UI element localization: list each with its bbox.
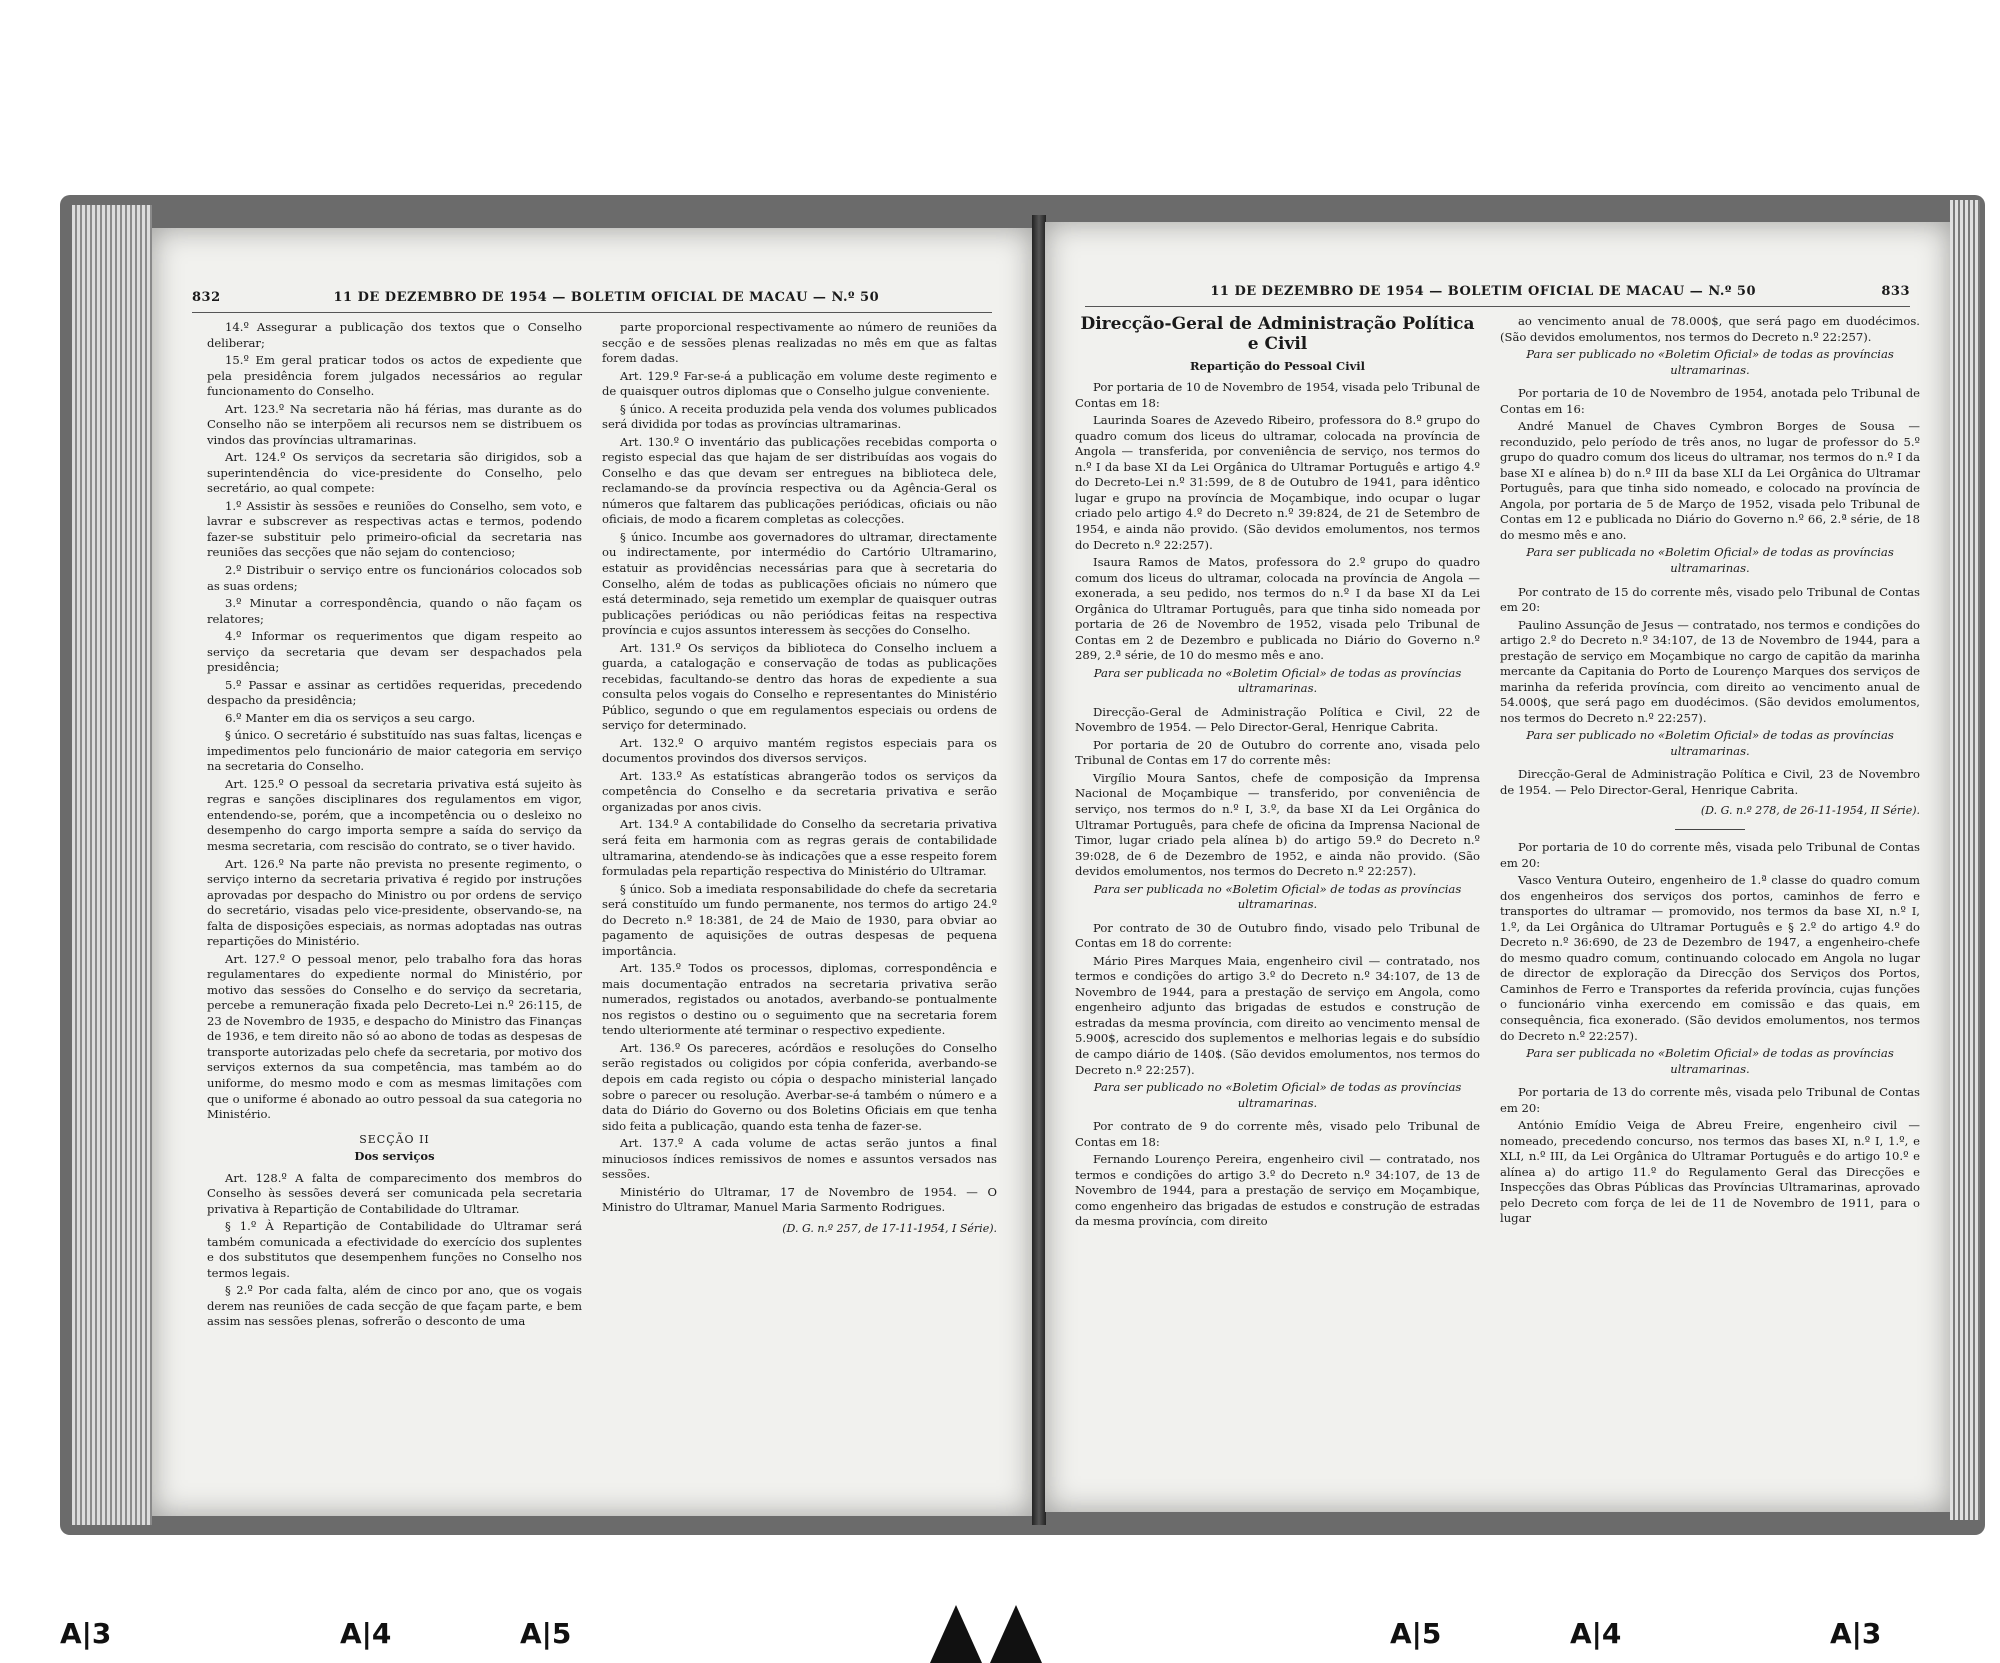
- paragraph: Art. 130.º O inventário das publicações recebidas comporta o registo especial das que hajam de ser distribuídas aos vogais do Conselho e das que devam ser entregues na biblioteca dele, reclamando-se da província respectiva ou da Agência-Geral os números que faltarem das publicações periódicas, oficiais ou não oficiais, de modo a ficarem completas as colecções.: [602, 434, 997, 527]
- paragraph: Isaura Ramos de Matos, professora do 2.º grupo do quadro comum dos liceus do ultramar, colocada na província de Angola — exonerada, a seu pedido, nos termos do n.º I da base XI da Lei Orgânica do Ultramar Português, para que tinha sido nomeada por portaria de 26 de Novembro de 1952, visada pelo Tribunal de Contas em 2 de Dezembro e publicada no Diário do Governo n.º 289, 2.ª série, de 10 do mesmo mês e ano.: [1075, 555, 1480, 663]
- right-page-header: [1085, 284, 1910, 307]
- left-page-header: [192, 290, 992, 313]
- paragraph: Art. 126.º Na parte não prevista no presente regimento, o serviço interno da secretaria privativa é regido por instruções aprovadas por despacho do Ministro ou por ordens de serviço do secretário, visadas pelo vice-presidente, observando-se, na falta de disposições especiais, as normas adoptadas nas outras repartições do Ministério.: [207, 856, 582, 949]
- paragraph: 2.º Distribuir o serviço entre os funcionários colocados sob as suas ordens;: [207, 562, 582, 593]
- paragraph: André Manuel de Chaves Cymbron Borges de Sousa — reconduzido, pelo período de três anos, no lugar de professor do 5.º grupo do quadro comum dos liceus do ultramar, nos termos do n.º I da base XI e alínea b) do n.º III da base XLI da Lei Orgânica do Ultramar Português, para que tinha sido nomeado, e colocado na província de Angola, por portaria de 5 de Março de 1952, visada pelo Tribunal de Contas em 12 e publicada no Diário do Governo n.º 66, 2.ª série, de 18 do mesmo mês e ano.: [1500, 419, 1920, 542]
- page-edges-right: [1950, 200, 1980, 1520]
- film-mark: A|5: [1390, 1617, 1442, 1650]
- paragraph: Por contrato de 9 do corrente mês, visado pelo Tribunal de Contas em 18:: [1075, 1119, 1480, 1149]
- right-column-1: [1075, 314, 1480, 1492]
- paragraph: Art. 127.º O pessoal menor, pelo trabalho fora das horas regulamentares do expediente normal do Ministério, por motivo das sessões do Conselho e do serviço da secretaria, percebe a remuneração fixada pelo Decreto-Lei n.º 26:115, de 23 de Novembro de 1935, e despacho do Ministro das Finanças de 1936, e tem direito não só ao abono de todas as despesas de transporte autorizadas pelo chefe da secretaria, por motivo dos serviços externos da sua competência, mas também ao do uniforme, do mesmo modo e com as mesmas limitações com que o uniforme é abonado ao outro pessoal da sua categoria no Ministério.: [207, 951, 582, 1122]
- right-page-number: 833: [1881, 284, 1910, 299]
- film-marks: [0, 1605, 2000, 1663]
- film-mark: A|5: [520, 1617, 572, 1650]
- section-label: SECÇÃO II: [359, 1132, 430, 1146]
- paragraph: Art. 136.º Os pareceres, acórdãos e resoluções do Conselho serão registados ou coligidos por cópia conferida, averbando-se depois em cada registo ou cópia o despacho ministerial lançado sobre o parecer ou resolução. Averbar-se-á também o número e a data do Diário do Governo ou dos Boletins Oficiais em que tenha sido feita a publicação, quando esta tenha de fazer-se.: [602, 1040, 997, 1133]
- film-mark: A|4: [340, 1617, 392, 1650]
- publication-note: Para ser publicada no «Boletim Oficial» de todas as províncias ultramarinas.: [1093, 665, 1462, 696]
- section-title: Dos serviços: [354, 1149, 435, 1164]
- paragraph: § único. Incumbe aos governadores do ultramar, directamente ou indirectamente, por intermédio do Cartório Ultramarino, estatuir as providências necessárias para que à secretaria do Conselho, além de todas as publicações oficiais no número que está determinado, seja remetido um exemplar de quaisquer outras publicações periódicas ou não periódicas feitas na respectiva província e cujos assuntos interessem às secções do Conselho.: [602, 529, 997, 638]
- paragraph: Por contrato de 30 de Outubro findo, visado pelo Tribunal de Contas em 18 do corrente:: [1075, 920, 1480, 951]
- paragraph: António Emídio Veiga de Abreu Freire, engenheiro civil — nomeado, precedendo concurso, nos termos das bases XI, n.º I, 1.º, e XLI, n.º III, da Lei Orgânica do Ultramar Português e do artigo 10.º e alínea a) do artigo 11.º do Regulamento Geral das Direcções e Inspecções das Obras Públicas das Províncias Ultramarinas, aprovado pelo Decreto com força de lei de 11 de Novembro de 1911, para o lugar: [1500, 1118, 1920, 1226]
- publication-note: Para ser publicada no «Boletim Oficial» de todas as províncias ultramarinas.: [1093, 881, 1462, 912]
- paragraph: Art. 135.º Todos os processos, diplomas, correspondência e mais documentação entrados na secretaria privativa serão numerados, registados ou anotados, averbando-se pontualmente nos registos o destino ou o seguimento que na secretaria forem tendo ulteriormente até terminar o respectivo expediente.: [602, 961, 997, 1038]
- left-column-2: [602, 320, 997, 1496]
- paragraph: Art. 137.º A cada volume de actas serão juntos a final minuciosos índices remissivos de nomes e assuntos versados nas sessões.: [602, 1136, 997, 1182]
- paragraph: Art. 128.º A falta de comparecimento dos membros do Conselho às sessões deverá ser comunicada pela secretaria privativa à Repartição de Contabilidade do Ultramar.: [207, 1170, 582, 1216]
- paragraph: Direcção-Geral de Administração Política e Civil, 23 de Novembro de 1954. — Pelo Director-Geral, Henrique Cabrita.: [1500, 767, 1920, 797]
- right-running-header: 11 DE DEZEMBRO DE 1954 — BOLETIM OFICIAL DE MACAU — N.º 50: [1210, 284, 1757, 299]
- paragraph: Paulino Assunção de Jesus — contratado, nos termos e condições do artigo 2.º do Decreto n.º 34:107, de 13 de Novembro de 1944, para a prestação de serviço em Moçambique no cargo de capitão da marinha mercante da Capitania do Porto de Lourenço Marques dos serviços de marinha da referida província, com direito ao vencimento anual de 54.000$, que será pago em duodécimos. (São devidos emolumentos, nos termos do Decreto n.º 22:257).: [1500, 617, 1920, 725]
- paragraph: 6.º Manter em dia os serviços a seu cargo.: [225, 710, 476, 725]
- paragraph: Ministério do Ultramar, 17 de Novembro de 1954. — O Ministro do Ultramar, Manuel Maria Sarmento Rodrigues.: [602, 1184, 997, 1215]
- paragraph: Art. 123.º Na secretaria não há férias, mas durante as do Conselho não se interpõem ali recursos nem se distribuem os vindos das províncias ultramarinas.: [207, 401, 582, 447]
- publication-note: Para ser publicada no «Boletim Oficial» de todas as províncias ultramarinas.: [1526, 545, 1894, 575]
- paragraph: Art. 125.º O pessoal da secretaria privativa está sujeito às regras e sanções disciplinares dos regulamentos em vigor, entendendo-se, porém, que a incompetência ou o desleixo no desempenho do cargo importa sempre a saída do serviço da mesma secretaria, com rescisão do contrato, se o tiver havido.: [207, 776, 582, 853]
- paragraph: ao vencimento anual de 78.000$, que será pago em duodécimos. (São devidos emolumentos, nos termos do Decreto n.º 22:257).: [1500, 314, 1920, 344]
- paragraph: Art. 134.º A contabilidade do Conselho da secretaria privativa será feita em harmonia com as regras gerais de contabilidade ultramarina, atendendo-se às indicações que a esse respeito forem formuladas pela repartição respectiva do Ministério do Ultramar.: [602, 817, 997, 879]
- paragraph: Por contrato de 15 do corrente mês, visado pelo Tribunal de Contas em 20:: [1500, 584, 1920, 615]
- paragraph: 3.º Minutar a correspondência, quando o não façam os relatores;: [207, 596, 582, 626]
- film-arrow-marker: [990, 1605, 1042, 1663]
- right-page: [1045, 222, 1950, 1512]
- paragraph: 1.º Assistir às sessões e reuniões do Conselho, sem voto, e lavrar e subscrever as respectivas actas e termos, podendo fazer-se substituir pelo primeiro-oficial da secretaria nas reuniões das secções que não sejam do contencioso;: [207, 498, 582, 560]
- publication-note: Para ser publicado no «Boletim Oficial» de todas as províncias ultramarinas.: [1093, 1080, 1462, 1110]
- paragraph: Art. 124.º Os serviços da secretaria são dirigidos, sob a superintendência do vice-presidente do Conselho, pelo secretário, ao qual compete:: [207, 450, 582, 496]
- paragraph: 4.º Informar os requerimentos que digam respeito ao serviço da secretaria que devam ser despachados pela presidência;: [207, 629, 582, 675]
- paragraph: Virgílio Moura Santos, chefe de composição da Imprensa Nacional de Moçambique — transferido, por conveniência de serviço, nos termos do n.º I, 3.º, da base XI da Lei Orgânica do Ultramar Português, para chefe de oficina da Imprensa Nacional de Timor, lugar criado pela alínea b) do artigo 59.º do Decreto n.º 39:028, de 6 de Dezembro de 1952, e ainda não provido. (São devidos emolumentos, nos termos do Decreto n.º 22:257).: [1075, 770, 1480, 879]
- film-mark: A|3: [1830, 1617, 1882, 1650]
- publication-note: Para ser publicada no «Boletim Oficial» de todas as províncias ultramarinas.: [1526, 1046, 1894, 1076]
- paragraph: Por portaria de 10 de Novembro de 1954, visada pelo Tribunal de Contas em 18:: [1075, 380, 1480, 410]
- paragraph: Fernando Lourenço Pereira, engenheiro civil — contratado, nos termos e condições do artigo 3.º do Decreto n.º 34:107, de 13 de Novembro de 1944, para a prestação de serviço em Moçambique, como engenheiro das brigadas de estudos e construção de estradas da mesma província, com direito: [1075, 1152, 1480, 1229]
- paragraph: parte proporcional respectivamente ao número de reuniões da secção e de sessões plenas realizadas no mês em que as faltas forem dadas.: [602, 320, 997, 366]
- paragraph: 5.º Passar e assinar as certidões requeridas, precedendo despacho da presidência;: [207, 677, 582, 708]
- left-page: [152, 228, 1032, 1516]
- paragraph: Art. 129.º Far-se-á a publicação em volume deste regimento e de quaisquer outros diplomas que o Conselho julgue conveniente.: [602, 368, 997, 399]
- department-subheading: Repartição do Pessoal Civil: [1190, 358, 1365, 373]
- paragraph: Mário Pires Marques Maia, engenheiro civil — contratado, nos termos e condições do artigo 3.º do Decreto n.º 34:107, de 13 de Novembro de 1944, para a prestação de serviço em Angola, como engenheiro adjunto das brigadas de estudos e construção de estradas da mesma província, com direito ao vencimento mensal de 5.900$, acrescido dos suplementos e melhorias legais e do subsídio de campo diário de 140$. (São devidos emolumentos, nos termos do Decreto n.º 22:257).: [1075, 953, 1480, 1077]
- citation: (D. G. n.º 278, de 26-11-1954, II Série).: [1700, 804, 1920, 818]
- paragraph: 15.º Em geral praticar todos os actos de expediente que pela presidência forem julgados necessários ao regular funcionamento do Conselho.: [207, 353, 582, 399]
- citation: (D. G. n.º 257, de 17-11-1954, I Série).: [782, 1221, 997, 1235]
- paragraph: § único. O secretário é substituído nas suas faltas, licenças e impedimentos pelo funcionário de maior categoria em serviço na secretaria do Conselho.: [207, 728, 582, 774]
- department-heading: Direcção-Geral de Administração Política e Civil: [1080, 314, 1475, 355]
- paragraph: § 2.º Por cada falta, além de cinco por ano, que os vogais derem nas reuniões de cada secção de que façam parte, e bem assim nas sessões plenas, sofrerão o desconto de uma: [207, 1283, 582, 1329]
- paragraph: Por portaria de 13 do corrente mês, visada pelo Tribunal de Contas em 20:: [1500, 1085, 1920, 1115]
- publication-note: Para ser publicado no «Boletim Oficial» de todas as províncias ultramarinas.: [1526, 347, 1894, 377]
- book-gutter: [1032, 215, 1046, 1525]
- film-mark: A|3: [60, 1617, 112, 1650]
- paragraph: Art. 132.º O arquivo mantém registos especiais para os documentos provindos dos diversos serviços.: [602, 735, 997, 766]
- paragraph: Por portaria de 10 de Novembro de 1954, anotada pelo Tribunal de Contas em 16:: [1500, 386, 1920, 416]
- paragraph: Por portaria de 10 do corrente mês, visada pelo Tribunal de Contas em 20:: [1500, 840, 1920, 870]
- paragraph: § único. Sob a imediata responsabilidade do chefe da secretaria será constituído um fundo permanente, nos termos do artigo 24.º do Decreto n.º 18:381, de 24 de Maio de 1930, para obviar ao pagamento de aquisições de outras despesas de pequena importância.: [602, 881, 997, 958]
- paragraph: Direcção-Geral de Administração Política e Civil, 22 de Novembro de 1954. — Pelo Director-Geral, Henrique Cabrita.: [1075, 704, 1480, 735]
- paragraph: Vasco Ventura Outeiro, engenheiro de 1.ª classe do quadro comum dos engenheiros dos serviços dos portos, caminhos de ferro e transportes do ultramar — promovido, nos termos da base XI, n.º I, 1.º, da Lei Orgânica do Ultramar Português e § 2.º do artigo 4.º do Decreto n.º 36:690, de 23 de Dezembro de 1947, a engenheiro-chefe do mesmo quadro comum, continuando colocado em Angola no lugar de director de exploração da Direcção dos Serviços dos Portos, Caminhos de Ferro e Transportes da referida província, cujas funções o funcionário vinha exercendo em comissão e das quais, em consequência, fica exonerado. (São devidos emolumentos, nos termos do Decreto n.º 22:257).: [1500, 873, 1920, 1043]
- divider: [1675, 829, 1745, 830]
- paragraph: § único. A receita produzida pela venda dos volumes publicados será dividida por todas as províncias ultramarinas.: [602, 401, 997, 432]
- left-page-number: 832: [192, 290, 221, 305]
- publication-note: Para ser publicado no «Boletim Oficial» de todas as províncias ultramarinas.: [1526, 728, 1894, 758]
- paragraph: Art. 133.º As estatísticas abrangerão todos os serviços da competência do Conselho e da secretaria privativa e serão organizadas por anos civis.: [602, 768, 997, 814]
- paragraph: Por portaria de 20 de Outubro do corrente ano, visada pelo Tribunal de Contas em 17 do corrente mês:: [1075, 737, 1480, 768]
- film-mark: A|4: [1570, 1617, 1622, 1650]
- paragraph: Art. 131.º Os serviços da biblioteca do Conselho incluem a guarda, a catalogação e conservação de todas as publicações recebidas, facultando-se dentro das horas de expediente a sua consulta pelos vogais do Conselho e representantes do Ministério Público, segundo o que em regulamentos especiais ou ordens de serviço for determinado.: [602, 640, 997, 733]
- film-arrow-marker: [930, 1605, 982, 1663]
- left-running-header: 11 DE DEZEMBRO DE 1954 — BOLETIM OFICIAL DE MACAU — N.º 50: [333, 290, 880, 305]
- paragraph: 14.º Assegurar a publicação dos textos que o Conselho deliberar;: [207, 320, 582, 350]
- paragraph: Laurinda Soares de Azevedo Ribeiro, professora do 8.º grupo do quadro comum dos liceus do ultramar, colocada na província de Angola — transferida, por conveniência de serviço, nos termos do n.º I da base XI da Lei Orgânica do Ultramar Português e artigo 4.º do Decreto-Lei n.º 31:599, de 8 de Outubro de 1941, para idêntico lugar e grupo na província de Moçambique, indo ocupar o lugar criado pelo artigo 4.º do Decreto n.º 39:824, de 21 de Setembro de 1954, e ainda não provido. (São devidos emolumentos, nos termos do Decreto n.º 22:257).: [1075, 413, 1480, 552]
- left-column-1: [207, 320, 582, 1496]
- paragraph: § 1.º À Repartição de Contabilidade do Ultramar será também comunicada a efectividade do exercício dos suplentes e dos substitutos que desempenhem funções no Conselho nos termos legais.: [207, 1219, 582, 1280]
- page-edges-left: [72, 205, 152, 1525]
- right-column-2: [1500, 314, 1920, 1492]
